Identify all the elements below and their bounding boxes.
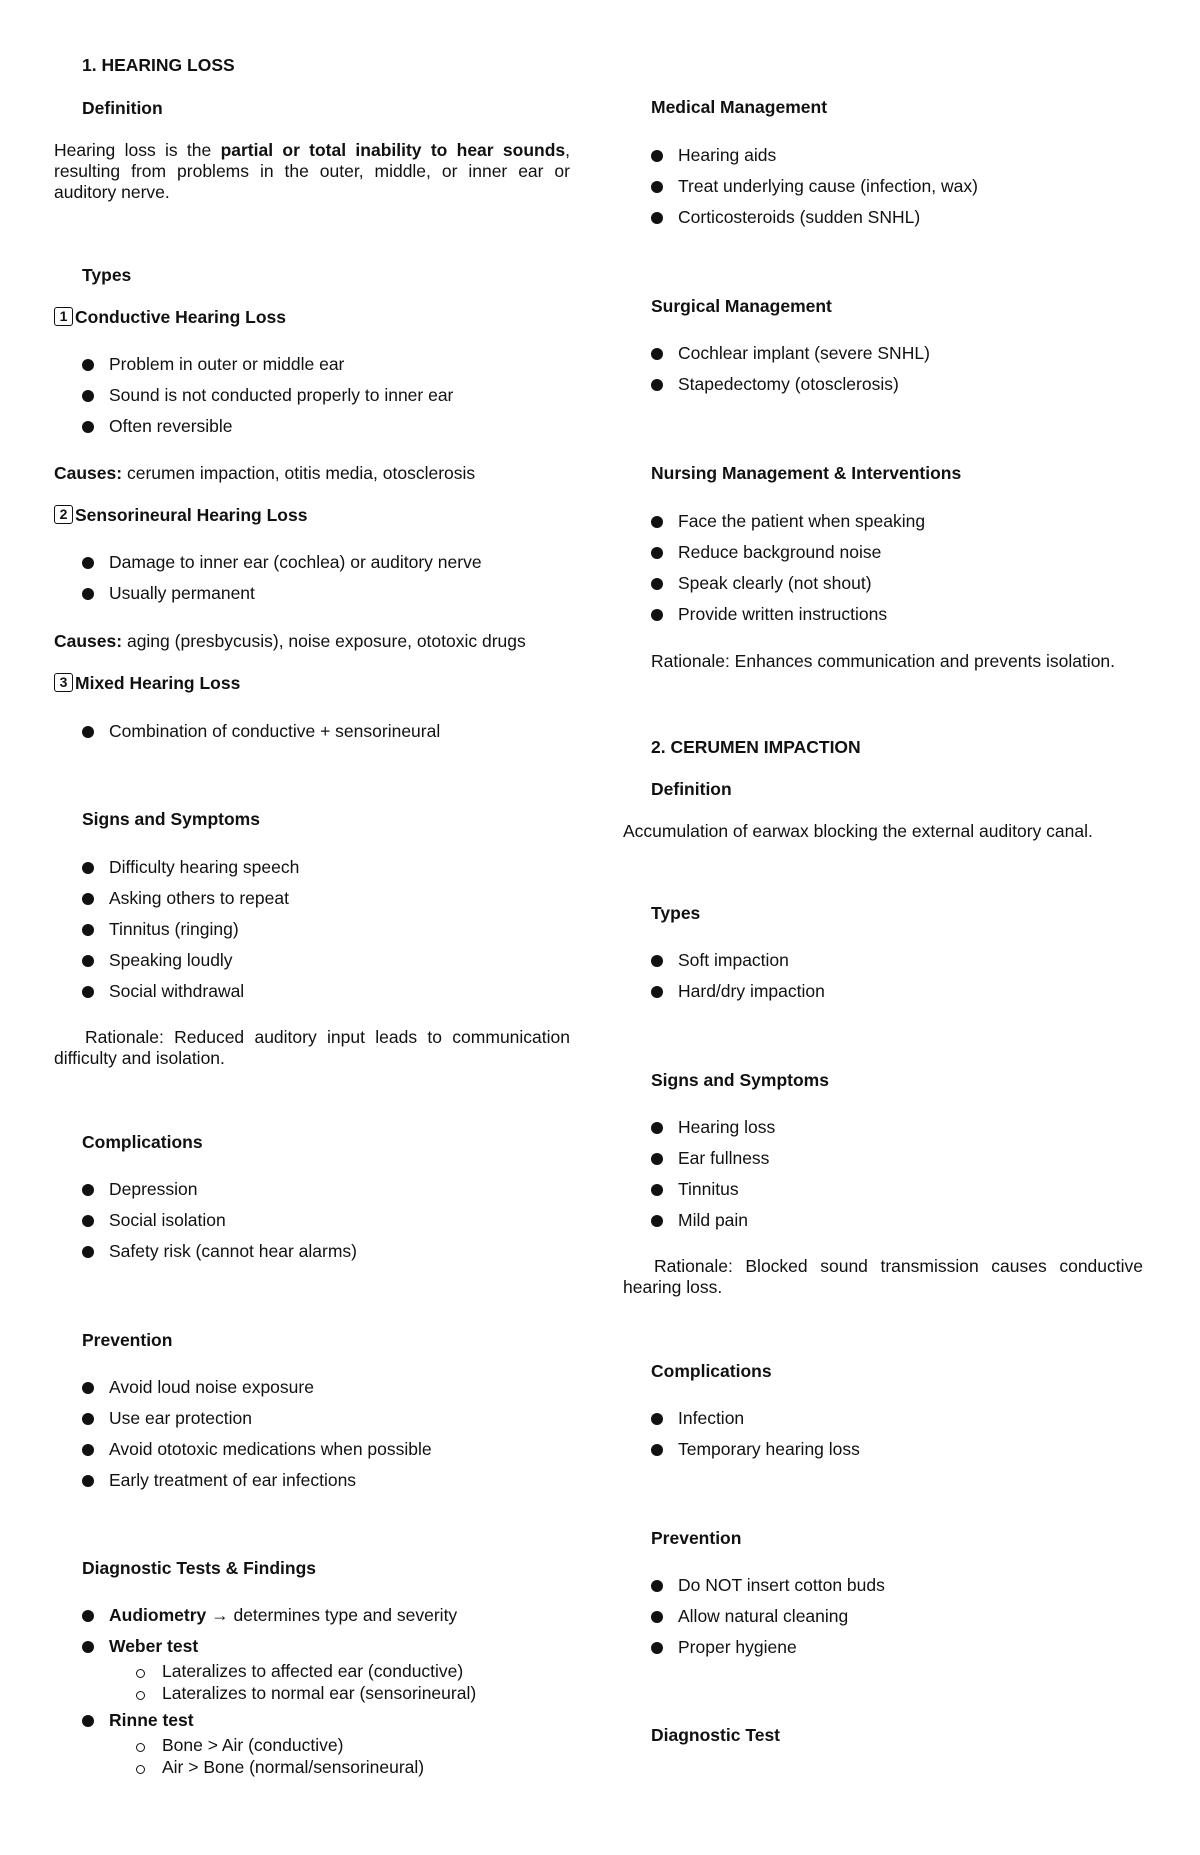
list-item-text: Speaking loudly: [109, 950, 233, 970]
bullet-icon: [82, 1413, 94, 1425]
list-item-text: Usually permanent: [109, 583, 255, 603]
diagnostic-heading: Diagnostic Tests & Findings: [82, 1558, 317, 1578]
type-mixed: [54, 673, 570, 695]
bullet-icon: [82, 1246, 94, 1258]
list-item-text: Hearing loss: [678, 1117, 776, 1137]
number-three-icon: 3: [54, 673, 73, 692]
list-item-text: Stapedectomy (otosclerosis): [678, 374, 899, 394]
list-item-text: Depression: [109, 1179, 198, 1199]
test-name: Rinne test: [109, 1710, 194, 1730]
types-heading: Types: [82, 265, 132, 285]
list-item-text: Hearing aids: [678, 145, 777, 165]
bullet-icon: [82, 1641, 94, 1653]
section-title: 1. HEARING LOSS: [82, 55, 235, 75]
bullet-icon: [651, 379, 663, 391]
type-label: Sensorineural Hearing Loss: [75, 505, 308, 525]
bullet-icon: [82, 726, 94, 738]
number-one-icon: 1: [54, 307, 73, 326]
list-item-text: Speak clearly (not shout): [678, 573, 872, 593]
bullet-icon: [651, 181, 663, 193]
prevention-heading: Prevention: [651, 1528, 742, 1548]
bullet-icon: [651, 516, 663, 528]
list-item-text: Reduce background noise: [678, 542, 882, 562]
bullet-icon: [651, 609, 663, 621]
bullet-icon: [651, 578, 663, 590]
bullet-icon: [82, 955, 94, 967]
definition-paragraph: Accumulation of earwax blocking the external auditory canal.: [623, 821, 1093, 841]
list-item-text: Allow natural cleaning: [678, 1606, 849, 1626]
bullet-icon: [651, 212, 663, 224]
list-item-text: Use ear protection: [109, 1408, 252, 1428]
list-item-text: Difficulty hearing speech: [109, 857, 300, 877]
list-item-text: Social isolation: [109, 1210, 226, 1230]
bullet-icon: [82, 1215, 94, 1227]
circle-bullet-icon: [136, 1765, 145, 1774]
list-item-text: Combination of conductive + sensorineural: [109, 721, 441, 741]
list-item-text: Temporary hearing loss: [678, 1439, 860, 1459]
list-item-text: Hard/dry impaction: [678, 981, 825, 1001]
bullet-icon: [651, 1184, 663, 1196]
bullet-icon: [651, 986, 663, 998]
definition-heading: Definition: [651, 779, 732, 799]
causes-label: Causes:: [54, 463, 123, 483]
bullet-icon: [651, 348, 663, 360]
number-two-icon: 2: [54, 505, 73, 524]
list-item-text: Avoid loud noise exposure: [109, 1377, 314, 1397]
list-item-text: Do NOT insert cotton buds: [678, 1575, 885, 1595]
causes-text: cerumen impaction, otitis media, otosclerosis: [122, 463, 476, 483]
complications-heading: Complications: [651, 1361, 772, 1381]
list-item-text: Social withdrawal: [109, 981, 245, 1001]
bullet-icon: [82, 359, 94, 371]
list-item-text: Ear fullness: [678, 1148, 770, 1168]
test-name: Audiometry: [109, 1605, 207, 1625]
test-name: Weber test: [109, 1636, 199, 1656]
bullet-icon: [651, 955, 663, 967]
list-item-text: Cochlear implant (severe SNHL): [678, 343, 930, 363]
bullet-icon: [82, 421, 94, 433]
bullet-icon: [651, 1153, 663, 1165]
list-item-text: Sound is not conducted properly to inner ear: [109, 385, 454, 405]
list-item-text: [109, 1710, 194, 1731]
circle-bullet-icon: [136, 1669, 145, 1678]
list-item-text: Proper hygiene: [678, 1637, 797, 1657]
list-item-text: Tinnitus: [678, 1179, 739, 1199]
surgical-heading: Surgical Management: [651, 296, 832, 316]
list-item-text: [109, 1605, 457, 1626]
bullet-icon: [651, 547, 663, 559]
list-item-text: Treat underlying cause (infection, wax): [678, 176, 978, 196]
bullet-icon: [82, 1610, 94, 1622]
definition-text-pre: Hearing loss is the: [54, 140, 221, 160]
nursing-heading: Nursing Management & Interventions: [651, 463, 962, 483]
list-item-text: Safety risk (cannot hear alarms): [109, 1241, 358, 1261]
rationale: Rationale: Blocked sound transmission causes conductive hearing loss.: [623, 1256, 1143, 1297]
bullet-icon: [82, 924, 94, 936]
type-conductive: [54, 307, 570, 329]
bullet-icon: [82, 390, 94, 402]
type-label: Conductive Hearing Loss: [75, 307, 287, 327]
definition-text-post: , resulting from problems in the outer, middle, or inner ear or auditory nerve.: [54, 140, 570, 202]
list-item-text: [109, 1636, 198, 1657]
definition-paragraph: [54, 140, 570, 203]
bullet-icon: [651, 1444, 663, 1456]
prevention-heading: Prevention: [82, 1330, 173, 1350]
signs-heading: Signs and Symptoms: [82, 809, 260, 829]
bullet-icon: [82, 557, 94, 569]
list-item-text: Early treatment of ear infections: [109, 1470, 357, 1490]
bullet-icon: [82, 1475, 94, 1487]
signs-heading: Signs and Symptoms: [651, 1070, 829, 1090]
definition-heading: Definition: [82, 98, 163, 118]
medical-heading: Medical Management: [651, 97, 828, 117]
causes-text: aging (presbycusis), noise exposure, ototoxic drugs: [122, 631, 526, 651]
bullet-icon: [82, 588, 94, 600]
list-item-text: Infection: [678, 1408, 745, 1428]
complications-heading: Complications: [82, 1132, 203, 1152]
sub-item-text: Bone > Air (conductive): [162, 1735, 344, 1755]
bullet-icon: [651, 1413, 663, 1425]
bullet-icon: [82, 1715, 94, 1727]
circle-bullet-icon: [136, 1743, 145, 1752]
list-item-text: Mild pain: [678, 1210, 749, 1230]
list-item-text: Tinnitus (ringing): [109, 919, 239, 939]
bullet-icon: [651, 1580, 663, 1592]
bullet-icon: [82, 986, 94, 998]
sub-item-text: Air > Bone (normal/sensorineural): [162, 1757, 425, 1777]
sub-item-text: Lateralizes to affected ear (conductive): [162, 1661, 464, 1681]
rationale: Rationale: Reduced auditory input leads to communication difficulty and isolation.: [54, 1027, 570, 1068]
bullet-icon: [651, 1642, 663, 1654]
definition-text-bold: partial or total inability to hear sounds: [220, 140, 566, 160]
types-heading: Types: [651, 903, 701, 923]
bullet-icon: [82, 1444, 94, 1456]
list-item-text: Often reversible: [109, 416, 233, 436]
causes-label: Causes:: [54, 631, 123, 651]
section-title: 2. CERUMEN IMPACTION: [651, 737, 861, 757]
list-item-text: Face the patient when speaking: [678, 511, 926, 531]
diagnostic-heading: Diagnostic Test: [651, 1725, 781, 1745]
test-description: → determines type and severity: [206, 1605, 458, 1625]
list-item-text: Asking others to repeat: [109, 888, 289, 908]
list-item-text: Damage to inner ear (cochlea) or auditory nerve: [109, 552, 482, 572]
list-item-text: Problem in outer or middle ear: [109, 354, 345, 374]
list-item-text: Provide written instructions: [678, 604, 888, 624]
type-label: Mixed Hearing Loss: [75, 673, 241, 693]
bullet-icon: [651, 150, 663, 162]
bullet-icon: [82, 1184, 94, 1196]
bullet-icon: [651, 1611, 663, 1623]
list-item-text: Avoid ototoxic medications when possible: [109, 1439, 432, 1459]
rationale: Rationale: Enhances communication and prevents isolation.: [651, 651, 1116, 671]
bullet-icon: [82, 862, 94, 874]
causes-line: [54, 631, 570, 652]
sub-item-text: Lateralizes to normal ear (sensorineural): [162, 1683, 477, 1703]
causes-line: [54, 463, 570, 484]
bullet-icon: [651, 1215, 663, 1227]
list-item-text: Soft impaction: [678, 950, 789, 970]
bullet-icon: [82, 1382, 94, 1394]
type-sensorineural: [54, 505, 570, 527]
bullet-icon: [651, 1122, 663, 1134]
bullet-icon: [82, 893, 94, 905]
list-item-text: Corticosteroids (sudden SNHL): [678, 207, 921, 227]
circle-bullet-icon: [136, 1691, 145, 1700]
